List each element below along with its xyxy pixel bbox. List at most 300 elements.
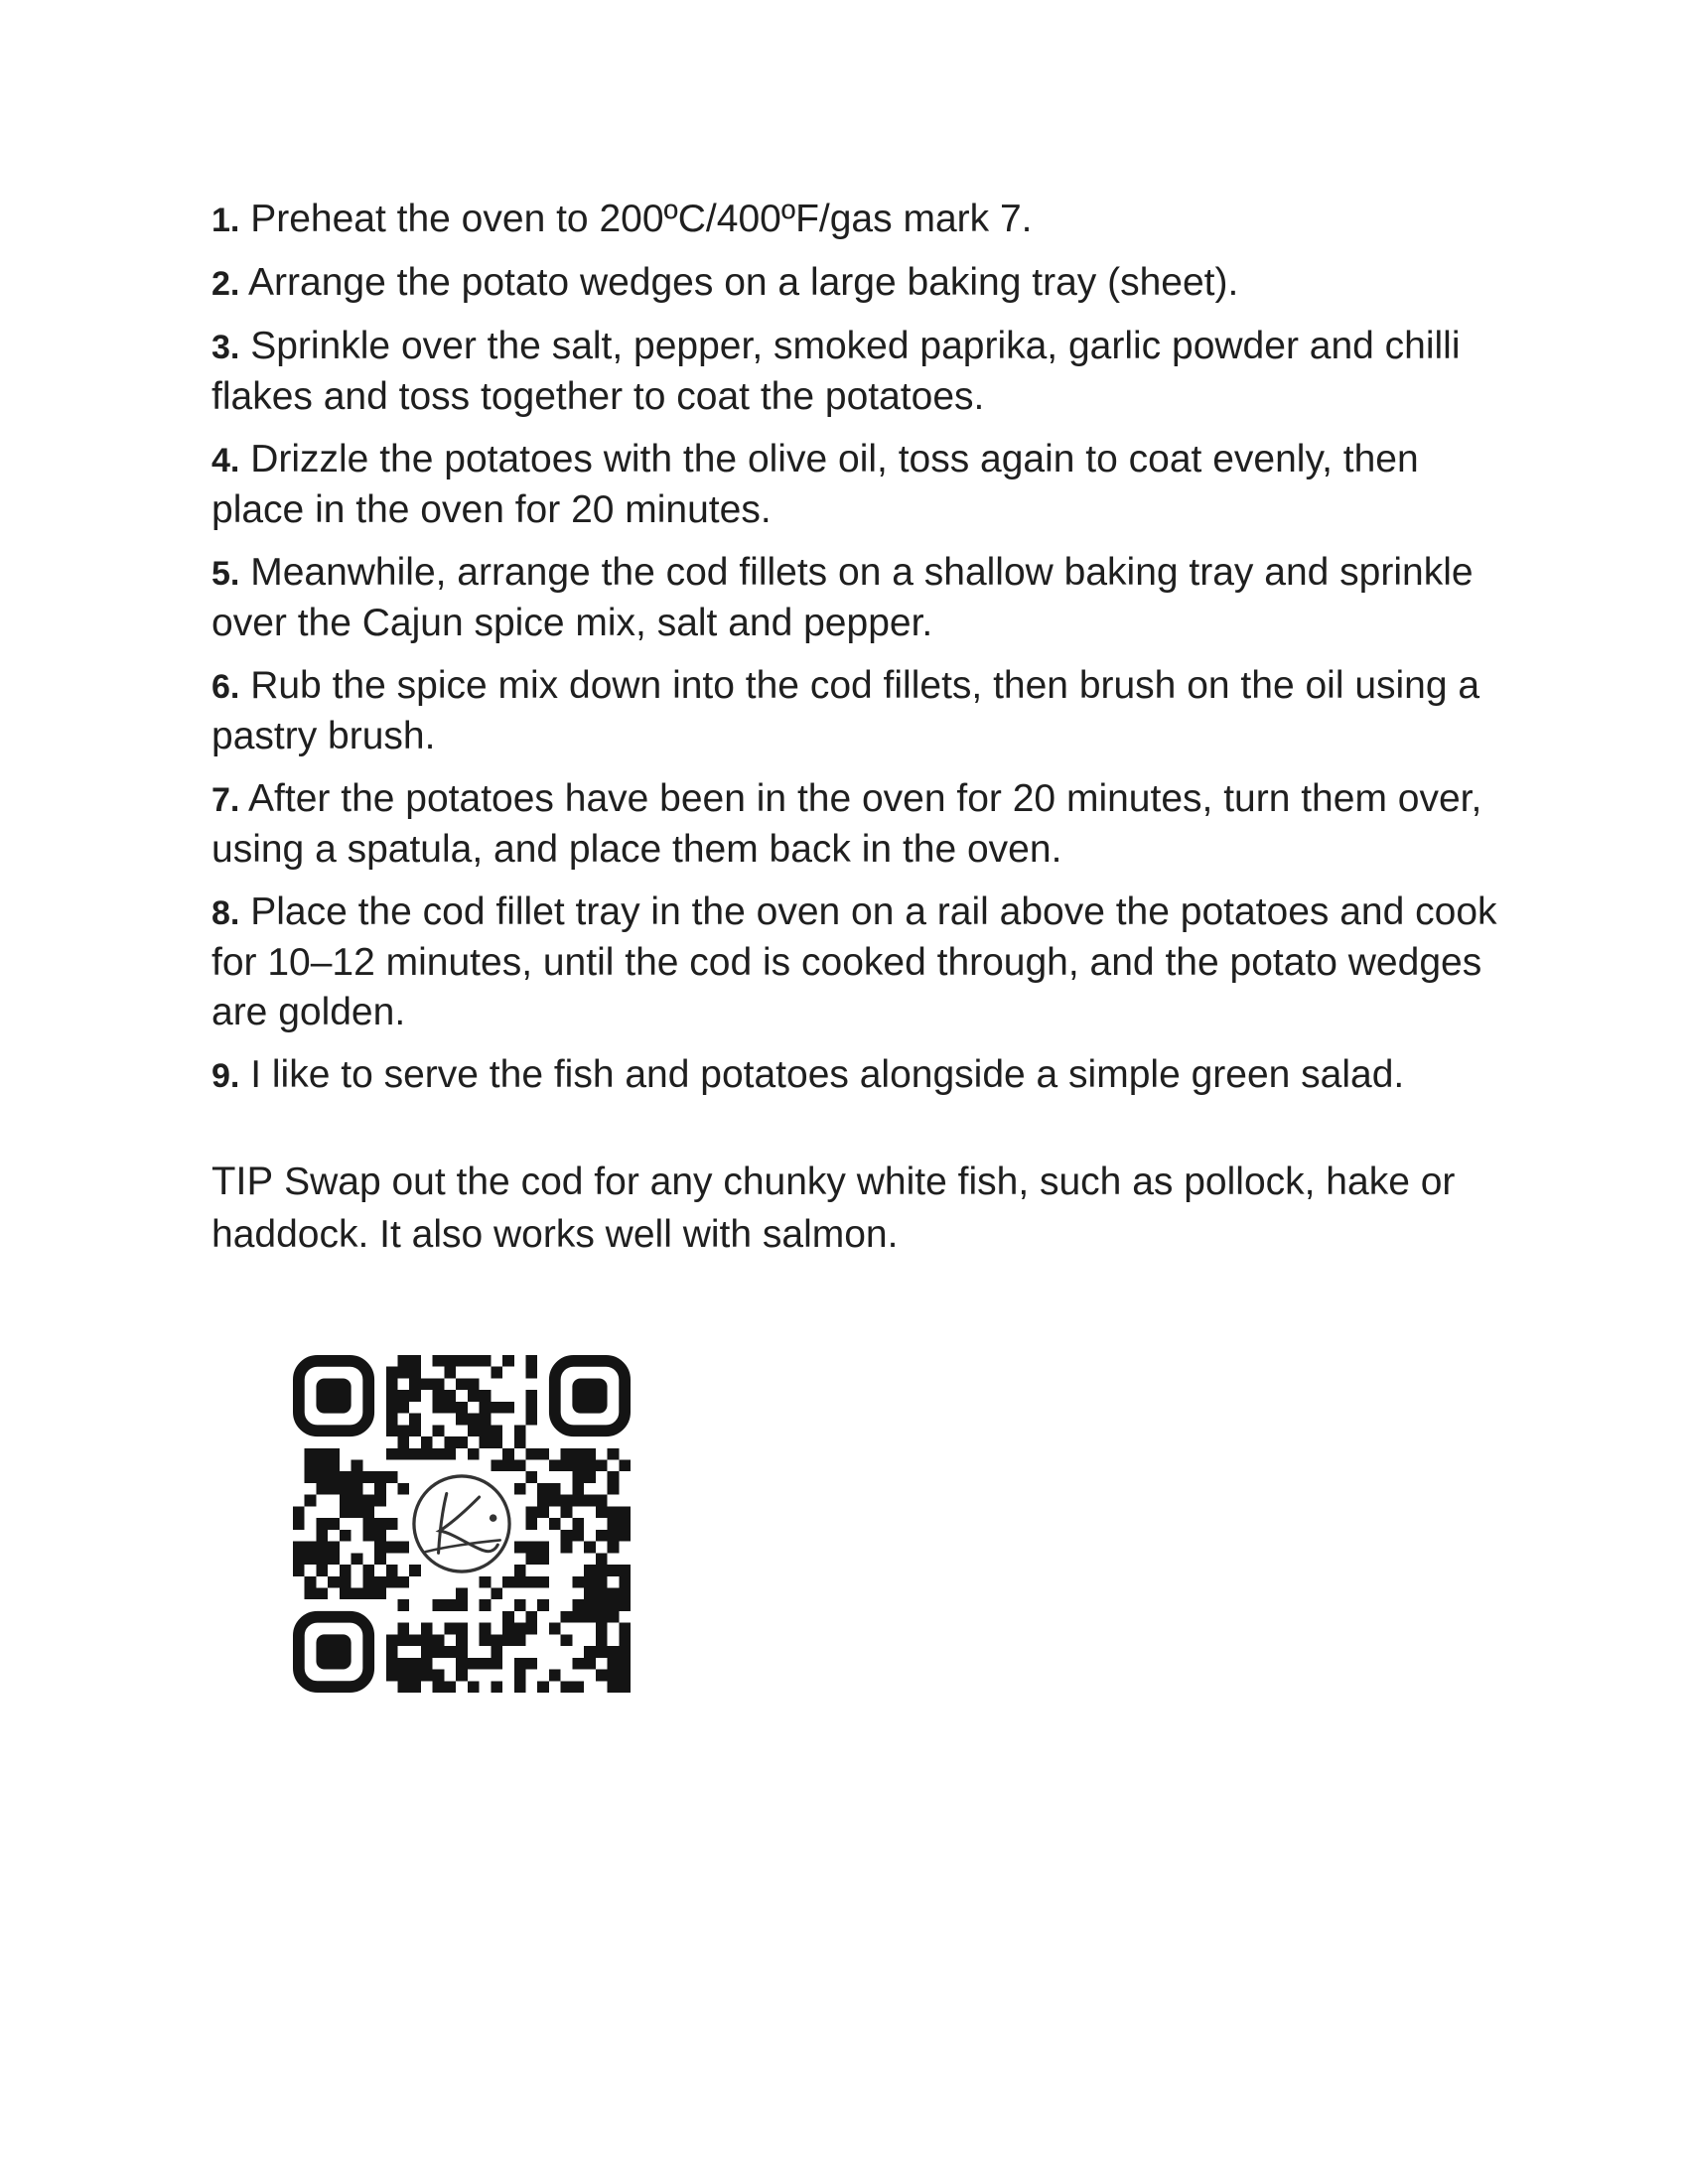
- step-text: After the potatoes have been in the oven for 20 minutes, turn them over, using a spatula, and place them back in the oven.: [211, 777, 1482, 871]
- qr-module: [398, 1576, 410, 1588]
- qr-module: [362, 1530, 374, 1542]
- qr-module: [537, 1448, 549, 1460]
- qr-module: [514, 1565, 526, 1576]
- qr-finder-center: [572, 1378, 607, 1413]
- qr-module: [328, 1553, 340, 1565]
- qr-module: [352, 1506, 363, 1518]
- qr-module: [386, 1471, 398, 1483]
- qr-module: [525, 1506, 537, 1518]
- qr-module: [340, 1506, 352, 1518]
- qr-module: [398, 1402, 410, 1414]
- qr-module: [525, 1658, 537, 1670]
- qr-module: [374, 1518, 386, 1530]
- qr-module: [421, 1448, 433, 1460]
- qr-module: [549, 1460, 561, 1472]
- qr-module: [525, 1414, 537, 1426]
- qr-module: [596, 1599, 608, 1611]
- qr-module: [596, 1460, 608, 1472]
- qr-module: [444, 1681, 456, 1693]
- qr-module: [293, 1553, 305, 1565]
- qr-module: [502, 1448, 514, 1460]
- qr-module: [619, 1587, 631, 1599]
- qr-module: [386, 1378, 398, 1390]
- qr-module: [386, 1402, 398, 1414]
- qr-module: [584, 1658, 596, 1670]
- step-text: Rub the spice mix down into the cod fillets, then brush on the oil using a pastry brush.: [211, 664, 1480, 757]
- qr-module: [305, 1553, 317, 1565]
- qr-module: [328, 1471, 340, 1483]
- qr-module: [340, 1530, 352, 1542]
- qr-module: [468, 1658, 480, 1670]
- qr-module: [444, 1448, 456, 1460]
- qr-module: [374, 1471, 386, 1483]
- step-text: Meanwhile, arrange the cod fillets on a shallow baking tray and sprinkle over the Cajun spice mix, salt and pepper.: [211, 551, 1474, 644]
- qr-module: [316, 1530, 328, 1542]
- qr-code-icon[interactable]: [293, 1355, 631, 1693]
- qr-module: [352, 1460, 363, 1472]
- qr-module: [619, 1460, 631, 1472]
- qr-module: [608, 1646, 620, 1658]
- qr-module: [491, 1681, 502, 1693]
- qr-module: [398, 1634, 410, 1646]
- qr-module: [596, 1530, 608, 1542]
- method-steps: [211, 195, 1502, 1101]
- qr-module: [444, 1623, 456, 1635]
- qr-module: [596, 1565, 608, 1576]
- step-number: 1.: [211, 202, 240, 239]
- step-text: Drizzle the potatoes with the olive oil, toss again to coat evenly, then place in the oven for 20 minutes.: [211, 438, 1419, 531]
- qr-module: [328, 1448, 340, 1460]
- qr-module: [572, 1681, 584, 1693]
- qr-module: [537, 1681, 549, 1693]
- qr-module: [561, 1506, 573, 1518]
- qr-module: [398, 1599, 410, 1611]
- qr-module: [444, 1402, 456, 1414]
- qr-module: [316, 1471, 328, 1483]
- qr-module: [572, 1448, 584, 1460]
- qr-module: [374, 1542, 386, 1554]
- qr-module: [480, 1599, 492, 1611]
- qr-module: [340, 1495, 352, 1507]
- qr-module: [328, 1460, 340, 1472]
- qr-module: [584, 1565, 596, 1576]
- qr-module: [456, 1623, 468, 1635]
- tip-text: Swap out the cod for any chunky white fish, such as pollock, hake or haddock. It also works well with salmon.: [211, 1160, 1456, 1256]
- qr-module: [362, 1576, 374, 1588]
- qr-module: [549, 1483, 561, 1495]
- qr-module: [362, 1518, 374, 1530]
- qr-module: [584, 1460, 596, 1472]
- qr-module: [549, 1518, 561, 1530]
- qr-module: [596, 1587, 608, 1599]
- qr-module: [456, 1646, 468, 1658]
- qr-module: [421, 1658, 433, 1670]
- qr-module: [549, 1670, 561, 1682]
- qr-module: [328, 1518, 340, 1530]
- step-5: [211, 548, 1502, 648]
- qr-module: [352, 1483, 363, 1495]
- qr-module: [374, 1576, 386, 1588]
- qr-module: [398, 1658, 410, 1670]
- qr-module: [398, 1367, 410, 1379]
- qr-module: [596, 1495, 608, 1507]
- qr-module: [537, 1483, 549, 1495]
- qr-module: [584, 1576, 596, 1588]
- qr-module: [374, 1483, 386, 1495]
- qr-module: [468, 1414, 480, 1426]
- step-number: 4.: [211, 442, 240, 479]
- qr-module: [293, 1542, 305, 1554]
- qr-module: [316, 1565, 328, 1576]
- qr-module: [491, 1460, 502, 1472]
- qr-module: [433, 1402, 445, 1414]
- qr-module: [433, 1425, 445, 1436]
- qr-module: [572, 1471, 584, 1483]
- qr-module: [398, 1483, 410, 1495]
- qr-module: [491, 1634, 502, 1646]
- qr-module: [409, 1670, 421, 1682]
- qr-module: [608, 1611, 620, 1623]
- qr-module: [619, 1506, 631, 1518]
- qr-module: [561, 1611, 573, 1623]
- qr-module: [480, 1634, 492, 1646]
- step-8: [211, 887, 1502, 1037]
- qr-module: [525, 1402, 537, 1414]
- qr-module: [608, 1542, 620, 1554]
- qr-module: [608, 1448, 620, 1460]
- qr-module: [374, 1587, 386, 1599]
- qr-module: [433, 1355, 445, 1367]
- qr-module: [409, 1355, 421, 1367]
- qr-module: [305, 1495, 317, 1507]
- step-6: [211, 661, 1502, 761]
- qr-module: [386, 1414, 398, 1426]
- qr-module: [409, 1448, 421, 1460]
- qr-module: [386, 1670, 398, 1682]
- qr-module: [305, 1460, 317, 1472]
- qr-module: [572, 1658, 584, 1670]
- qr-module: [480, 1436, 492, 1448]
- qr-module: [491, 1587, 502, 1599]
- qr-module: [619, 1658, 631, 1670]
- qr-module: [340, 1471, 352, 1483]
- qr-module: [619, 1623, 631, 1635]
- qr-module: [362, 1495, 374, 1507]
- qr-module: [352, 1471, 363, 1483]
- qr-module: [409, 1425, 421, 1436]
- qr-module: [619, 1518, 631, 1530]
- qr-module: [561, 1530, 573, 1542]
- step-number: 8.: [211, 894, 240, 932]
- qr-module: [468, 1425, 480, 1436]
- step-9: [211, 1050, 1502, 1101]
- qr-module: [572, 1483, 584, 1495]
- qr-module: [525, 1623, 537, 1635]
- qr-module: [409, 1414, 421, 1426]
- qr-module: [491, 1425, 502, 1436]
- qr-module: [502, 1460, 514, 1472]
- qr-module: [444, 1646, 456, 1658]
- qr-module: [514, 1425, 526, 1436]
- qr-module: [386, 1565, 398, 1576]
- qr-module: [468, 1355, 480, 1367]
- qr-module: [305, 1471, 317, 1483]
- qr-module: [584, 1495, 596, 1507]
- qr-module: [421, 1634, 433, 1646]
- qr-module: [514, 1599, 526, 1611]
- qr-module: [561, 1495, 573, 1507]
- qr-module: [316, 1448, 328, 1460]
- qr-module: [537, 1576, 549, 1588]
- qr-module: [352, 1553, 363, 1565]
- step-7: [211, 774, 1502, 875]
- qr-module: [468, 1681, 480, 1693]
- qr-module: [608, 1506, 620, 1518]
- qr-module: [352, 1587, 363, 1599]
- qr-module: [468, 1390, 480, 1402]
- qr-module: [514, 1681, 526, 1693]
- qr-module: [398, 1436, 410, 1448]
- qr-module: [386, 1390, 398, 1402]
- step-number: 6.: [211, 668, 240, 706]
- qr-module: [386, 1448, 398, 1460]
- qr-module: [444, 1367, 456, 1379]
- qr-module: [386, 1425, 398, 1436]
- qr-module: [374, 1495, 386, 1507]
- qr-module: [572, 1576, 584, 1588]
- qr-module: [525, 1611, 537, 1623]
- qr-module: [398, 1355, 410, 1367]
- qr-module: [386, 1542, 398, 1554]
- qr-module: [491, 1367, 502, 1379]
- qr-module: [608, 1670, 620, 1682]
- qr-finder-center: [316, 1378, 351, 1413]
- qr-module: [619, 1576, 631, 1588]
- qr-module: [340, 1483, 352, 1495]
- qr-module: [352, 1495, 363, 1507]
- qr-module: [421, 1378, 433, 1390]
- qr-module: [398, 1670, 410, 1682]
- step-3: [211, 322, 1502, 422]
- qr-module: [502, 1576, 514, 1588]
- qr-module: [537, 1553, 549, 1565]
- qr-module: [584, 1646, 596, 1658]
- qr-finder-center: [316, 1634, 351, 1669]
- qr-module: [305, 1587, 317, 1599]
- qr-module: [537, 1542, 549, 1554]
- qr-module: [456, 1670, 468, 1682]
- qr-module: [398, 1542, 410, 1554]
- qr-module: [305, 1542, 317, 1554]
- qr-module: [561, 1448, 573, 1460]
- qr-module: [433, 1681, 445, 1693]
- qr-module: [328, 1542, 340, 1554]
- qr-module: [293, 1565, 305, 1576]
- qr-module: [514, 1576, 526, 1588]
- qr-module: [514, 1623, 526, 1635]
- qr-module: [398, 1681, 410, 1693]
- qr-module: [433, 1378, 445, 1390]
- qr-module: [502, 1623, 514, 1635]
- qr-module: [572, 1611, 584, 1623]
- qr-module: [525, 1355, 537, 1367]
- qr-module: [480, 1658, 492, 1670]
- qr-module: [525, 1448, 537, 1460]
- qr-module: [537, 1599, 549, 1611]
- qr-module: [537, 1495, 549, 1507]
- qr-module: [572, 1495, 584, 1507]
- qr-module: [608, 1518, 620, 1530]
- qr-module: [433, 1599, 445, 1611]
- qr-module: [456, 1414, 468, 1426]
- qr-module: [480, 1576, 492, 1588]
- qr-module: [293, 1506, 305, 1518]
- step-number: 2.: [211, 265, 240, 303]
- qr-module: [491, 1646, 502, 1658]
- qr-module: [608, 1681, 620, 1693]
- qr-module: [480, 1402, 492, 1414]
- qr-module: [561, 1542, 573, 1554]
- qr-module: [421, 1670, 433, 1682]
- qr-module: [409, 1681, 421, 1693]
- qr-module: [525, 1518, 537, 1530]
- qr-module: [480, 1414, 492, 1426]
- qr-module: [596, 1670, 608, 1682]
- qr-module: [584, 1611, 596, 1623]
- qr-module: [584, 1599, 596, 1611]
- qr-module: [480, 1425, 492, 1436]
- qr-module: [456, 1378, 468, 1390]
- qr-module: [456, 1587, 468, 1599]
- qr-module: [525, 1576, 537, 1588]
- qr-module: [561, 1460, 573, 1472]
- qr-module: [608, 1565, 620, 1576]
- qr-module: [340, 1576, 352, 1588]
- qr-module: [433, 1448, 445, 1460]
- qr-module: [596, 1611, 608, 1623]
- qr-module: [362, 1506, 374, 1518]
- step-number: 7.: [211, 781, 240, 819]
- qr-module: [305, 1576, 317, 1588]
- qr-module: [444, 1355, 456, 1367]
- qr-module: [316, 1518, 328, 1530]
- qr-module: [549, 1623, 561, 1635]
- step-text: I like to serve the fish and potatoes alongside a simple green salad.: [250, 1053, 1405, 1096]
- qr-module: [584, 1471, 596, 1483]
- qr-module: [316, 1460, 328, 1472]
- qr-module: [409, 1634, 421, 1646]
- qr-module: [328, 1576, 340, 1588]
- qr-module: [561, 1634, 573, 1646]
- qr-module: [491, 1436, 502, 1448]
- qr-module: [572, 1530, 584, 1542]
- qr-module: [433, 1634, 445, 1646]
- qr-module: [537, 1506, 549, 1518]
- qr-module: [409, 1565, 421, 1576]
- qr-module: [619, 1681, 631, 1693]
- signature-logo-icon: [408, 1470, 515, 1577]
- qr-module: [340, 1587, 352, 1599]
- qr-module: [374, 1530, 386, 1542]
- qr-module: [316, 1553, 328, 1565]
- qr-module: [316, 1542, 328, 1554]
- qr-module: [409, 1378, 421, 1390]
- qr-module: [619, 1565, 631, 1576]
- recipe-method: [211, 195, 1502, 1299]
- qr-module: [525, 1542, 537, 1554]
- qr-module: [608, 1599, 620, 1611]
- qr-module: [596, 1646, 608, 1658]
- qr-module: [514, 1460, 526, 1472]
- qr-module: [514, 1658, 526, 1670]
- step-text: Arrange the potato wedges on a large baking tray (sheet).: [248, 261, 1239, 304]
- qr-module: [608, 1483, 620, 1495]
- qr-module: [328, 1483, 340, 1495]
- qr-module: [480, 1623, 492, 1635]
- qr-module: [409, 1390, 421, 1402]
- qr-module: [456, 1355, 468, 1367]
- qr-module: [316, 1587, 328, 1599]
- qr-module: [525, 1367, 537, 1379]
- qr-module: [386, 1518, 398, 1530]
- qr-module: [572, 1599, 584, 1611]
- qr-module: [456, 1658, 468, 1670]
- qr-module: [421, 1623, 433, 1635]
- step-4: [211, 435, 1502, 535]
- qr-module: [305, 1448, 317, 1460]
- qr-module: [362, 1565, 374, 1576]
- qr-module: [456, 1402, 468, 1414]
- qr-module: [608, 1471, 620, 1483]
- qr-module: [502, 1355, 514, 1367]
- qr-module: [584, 1542, 596, 1554]
- qr-module: [433, 1390, 445, 1402]
- qr-module: [596, 1506, 608, 1518]
- qr-module: [502, 1611, 514, 1623]
- step-number: 3.: [211, 329, 240, 366]
- qr-module: [596, 1623, 608, 1635]
- qr-module: [608, 1587, 620, 1599]
- qr-module: [468, 1448, 480, 1460]
- step-text: Sprinkle over the salt, pepper, smoked paprika, garlic powder and chilli flakes and toss together to coat the potatoes.: [211, 325, 1461, 418]
- qr-module: [491, 1658, 502, 1670]
- qr-module: [456, 1436, 468, 1448]
- qr-module: [619, 1530, 631, 1542]
- qr-module: [421, 1436, 433, 1448]
- qr-module: [514, 1483, 526, 1495]
- qr-module: [608, 1530, 620, 1542]
- step-text: Preheat the oven to 200ºC/400ºF/gas mark 7.: [250, 198, 1033, 240]
- qr-module: [444, 1436, 456, 1448]
- qr-module: [514, 1542, 526, 1554]
- qr-module: [468, 1378, 480, 1390]
- qr-module: [374, 1553, 386, 1565]
- qr-module: [398, 1623, 410, 1635]
- qr-module: [502, 1634, 514, 1646]
- qr-module: [584, 1587, 596, 1599]
- qr-module: [386, 1634, 398, 1646]
- tip-paragraph: [211, 1156, 1502, 1261]
- qr-module: [514, 1670, 526, 1682]
- qr-module: [525, 1471, 537, 1483]
- qr-module: [444, 1599, 456, 1611]
- step-number: 5.: [211, 555, 240, 593]
- step-text: Place the cod fillet tray in the oven on a rail above the potatoes and cook for 10–12 minutes, until the cod is cooked through, and the potato wedges are golden.: [211, 890, 1497, 1033]
- qr-module: [398, 1448, 410, 1460]
- qr-module: [362, 1587, 374, 1599]
- qr-module: [480, 1355, 492, 1367]
- qr-module: [433, 1646, 445, 1658]
